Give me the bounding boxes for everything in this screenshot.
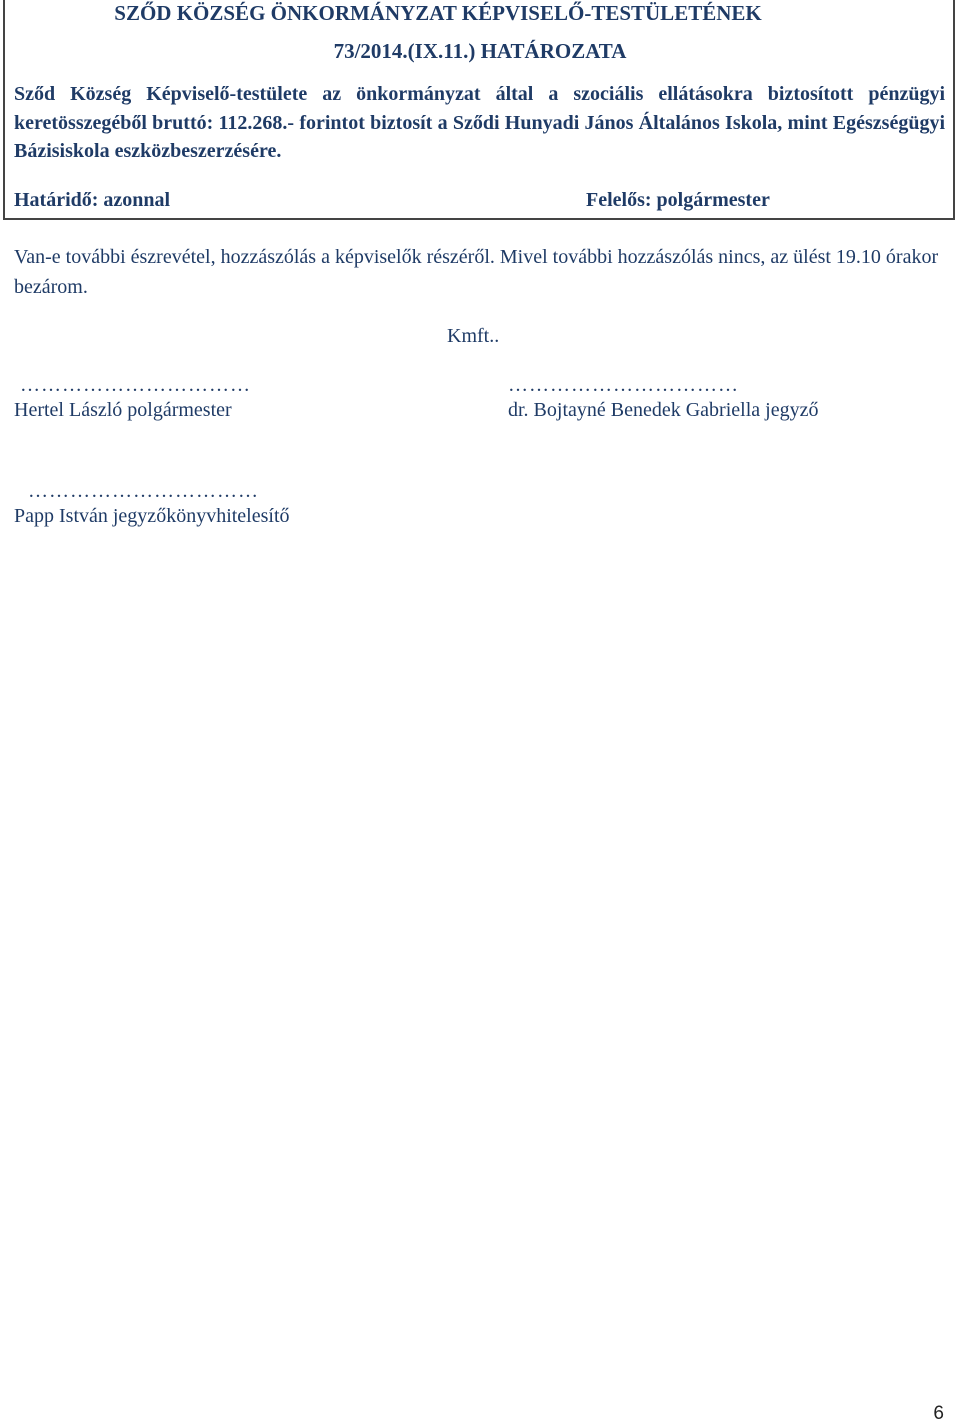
kmft-label: Kmft..: [447, 325, 500, 347]
signature-name-mayor: Hertel László polgármester: [14, 399, 232, 421]
resolution-number: 73/2014.(IX.11.) HATÁROZATA: [333, 39, 627, 63]
resolution-text: Sződ Község Képviselő-testülete az önkormányzat által a szociális ellátásokra biztosított pénzügyi keretösszegéből bruttó: 112.268.- forintot biztosít a Sződi Hunyadi János Általános Iskola, mint Egészségügyi Bázisiskola eszközbeszerzésére.: [14, 83, 945, 162]
signature-name-authenticator: Papp István jegyzőkönyvhitelesítő: [14, 505, 290, 527]
responsible-label: Felelős: polgármester: [586, 189, 770, 211]
closing-paragraph: Van-e további észrevétel, hozzászólás a képviselők részéről. Mivel további hozzászólás nincs, az ülést 19.10 órakor bezárom.: [14, 246, 939, 298]
signature-name-notary: dr. Bojtayné Benedek Gabriella jegyző: [508, 399, 819, 421]
signature-line-notary: ……………………………: [508, 374, 739, 396]
council-title: SZŐD KÖZSÉG ÖNKORMÁNYZAT KÉPVISELŐ-TESTÜLETÉNEK: [114, 1, 762, 25]
deadline-label: Határidő: azonnal: [14, 189, 171, 211]
signature-line-authenticator: ……………………………: [28, 480, 259, 502]
signature-line-mayor: ……………………………: [20, 374, 251, 396]
page-number: 6: [933, 1403, 944, 1424]
